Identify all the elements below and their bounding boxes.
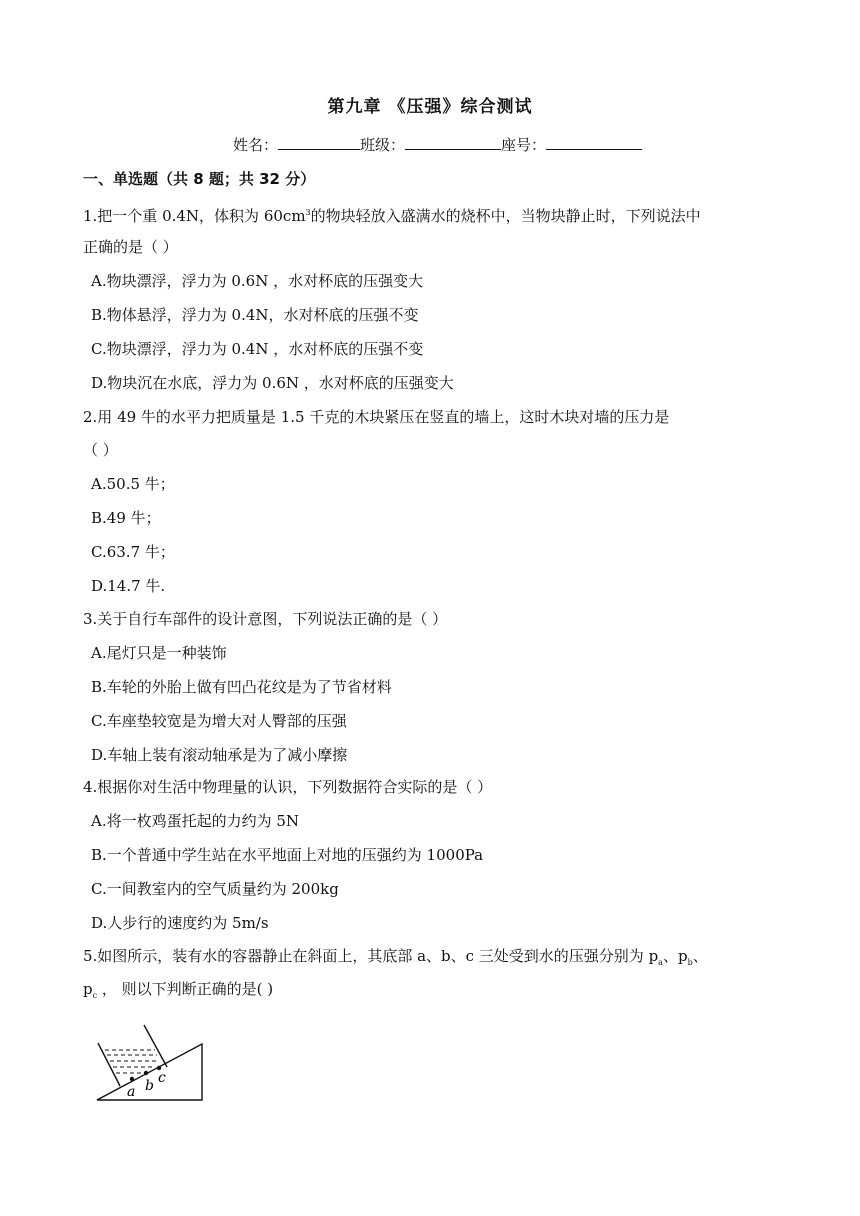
section-heading: 一、单选题（共 8 题；共 32 分） xyxy=(83,170,316,188)
question-5-text-c: p xyxy=(83,980,93,998)
point-b-dot xyxy=(144,1071,148,1075)
question-1-text-a: 1.把一个重 0.4N，体积为 60cm xyxy=(83,207,306,225)
question-2-stem: 2.用 49 牛的水平力把质量是 1.5 千克的木块紧压在竖直的墙上，这时木块对墙的压力是 xyxy=(83,408,670,426)
question-1-superscript: 3 xyxy=(305,208,311,217)
page-title: 第九章 《压强》综合测试 xyxy=(327,97,533,117)
label-b: b xyxy=(145,1078,154,1094)
question-1-option-c[interactable]: C.物块漂浮，浮力为 0.4N ，水对杯底的压强不变 xyxy=(91,340,424,358)
question-1-stem-cont: 正确的是（ ） xyxy=(83,238,178,256)
question-3-option-a[interactable]: A.尾灯只是一种装饰 xyxy=(91,644,227,662)
question-4-option-b[interactable]: B.一个普通中学生站在水平地面上对地的压强约为 1000Pa xyxy=(91,846,484,864)
label-c: c xyxy=(158,1070,166,1086)
incline-container-figure xyxy=(95,1010,215,1110)
question-5-text-d: ， 则以下判断正确的是( ) xyxy=(97,980,274,998)
question-1-option-a[interactable]: A.物块漂浮，浮力为 0.6N ，水对杯底的压强变大 xyxy=(91,272,424,290)
seat-blank[interactable] xyxy=(546,135,642,150)
question-4-stem: 4.根据你对生活中物理量的认识，下列数据符合实际的是（ ） xyxy=(83,778,493,796)
class-blank[interactable] xyxy=(405,135,501,150)
question-1-text-b: 的物块轻放入盛满水的烧杯中，当物块静止时，下列说法中 xyxy=(310,207,701,225)
question-2-option-b[interactable]: B.49 牛； xyxy=(91,509,161,527)
question-5-text-a: 5.如图所示，装有水的容器静止在斜面上，其底部 a、b、c 三处受到水的压强分别为 p xyxy=(83,947,659,965)
subscript-c: c xyxy=(92,991,98,1000)
class-label: 班级： xyxy=(360,136,406,154)
question-4-option-a[interactable]: A.将一枚鸡蛋托起的力约为 5N xyxy=(91,812,300,830)
question-2-stem-cont: （ ） xyxy=(83,441,118,459)
question-3-stem: 3.关于自行车部件的设计意图，下列说法正确的是（ ） xyxy=(83,610,448,628)
subscript-b: b xyxy=(687,958,693,967)
seat-label: 座号： xyxy=(501,136,547,154)
question-4-option-d[interactable]: D.人步行的速度约为 5m/s xyxy=(91,914,269,932)
subscript-a: a xyxy=(658,958,663,967)
question-2-option-c[interactable]: C.63.7 牛； xyxy=(91,543,175,561)
question-5-stem-cont xyxy=(83,979,273,1006)
question-3-option-d[interactable]: D.车轴上装有滚动轴承是为了减小摩擦 xyxy=(91,746,348,764)
question-1-option-d[interactable]: D.物块沉在水底，浮力为 0.6N ，水对杯底的压强变大 xyxy=(91,374,454,392)
question-3-option-c[interactable]: C.车座垫较宽是为增大对人臀部的压强 xyxy=(91,712,347,730)
question-1-option-b[interactable]: B.物体悬浮，浮力为 0.4N，水对杯底的压强不变 xyxy=(91,306,419,324)
question-3-option-b[interactable]: B.车轮的外胎上做有凹凸花纹是为了节省材料 xyxy=(91,678,392,696)
question-1-stem xyxy=(83,203,701,226)
question-2-option-a[interactable]: A.50.5 牛； xyxy=(91,475,175,493)
question-2-option-d[interactable]: D.14.7 牛. xyxy=(91,577,166,595)
question-5-sep1: 、p xyxy=(662,947,688,965)
container-left-wall xyxy=(98,1043,120,1086)
name-blank[interactable] xyxy=(278,135,360,150)
student-info-row xyxy=(233,134,642,155)
question-4-option-c[interactable]: C.一间教室内的空气质量约为 200kg xyxy=(91,880,339,898)
name-label: 姓名： xyxy=(233,136,279,154)
point-a-dot xyxy=(130,1077,134,1081)
question-5-sep2: 、 xyxy=(692,947,708,965)
label-a: a xyxy=(127,1084,136,1100)
question-5-stem xyxy=(83,946,708,973)
